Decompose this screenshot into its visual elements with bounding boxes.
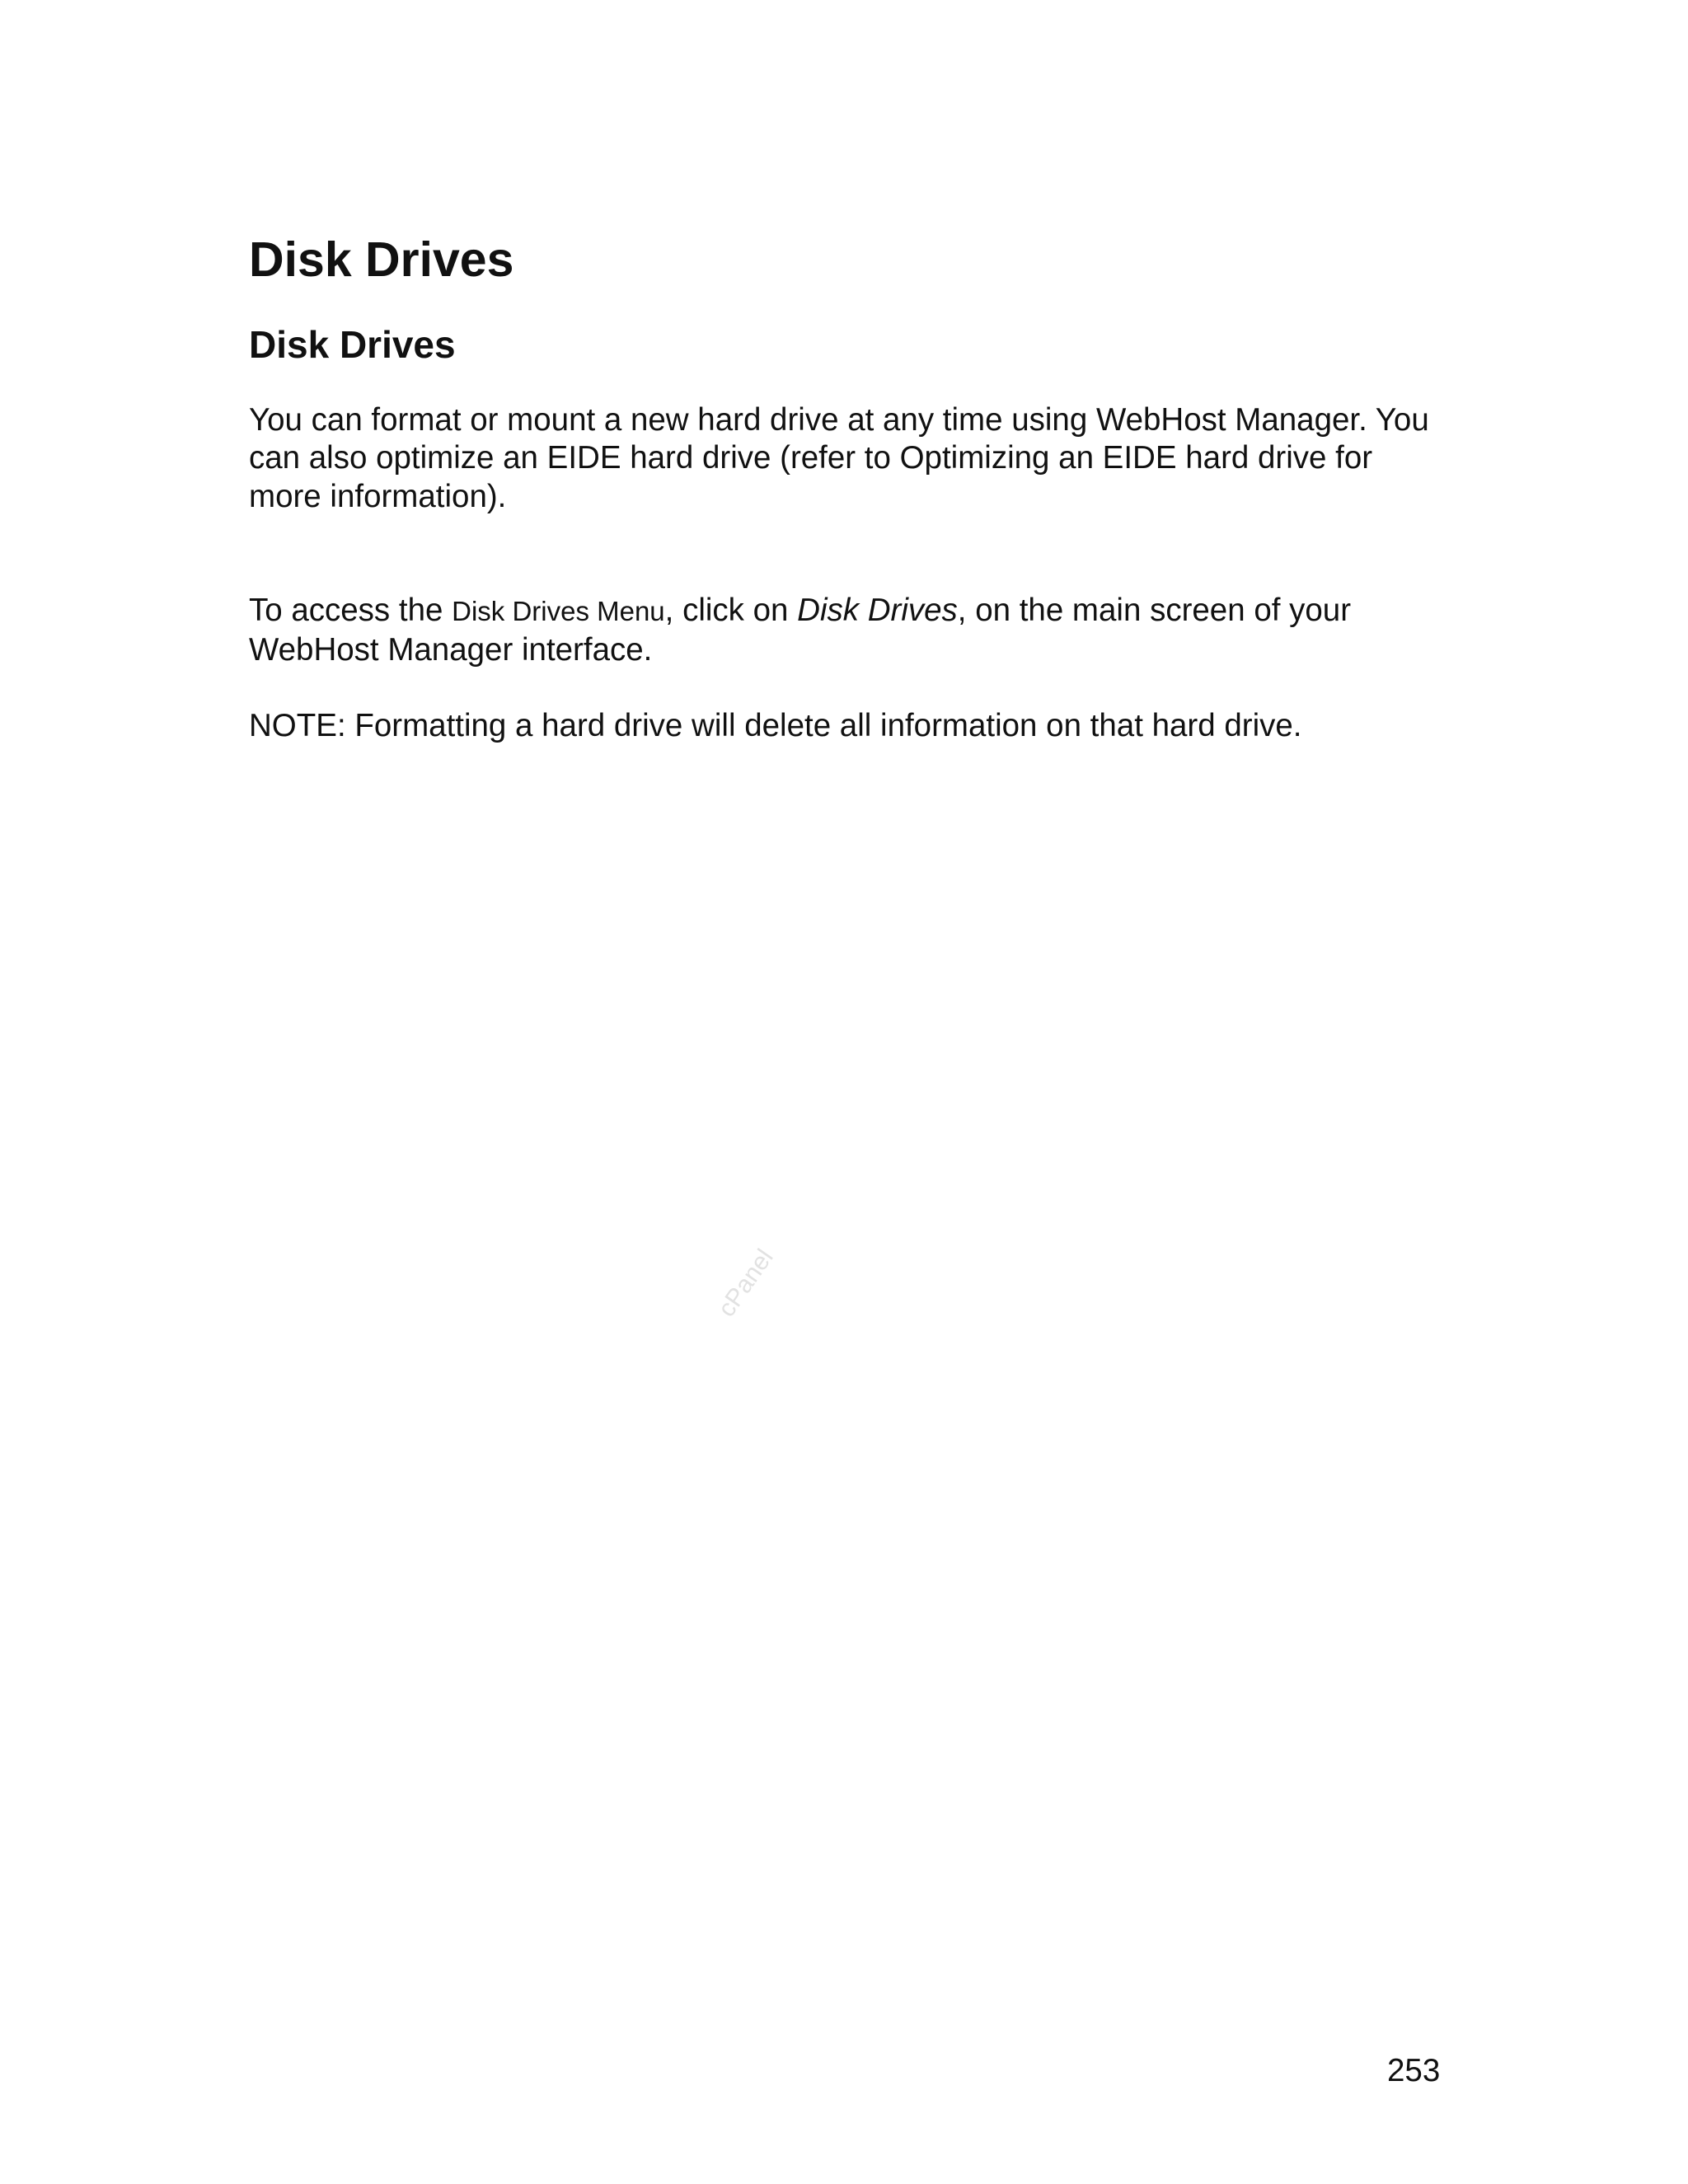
intro-paragraph: You can format or mount a new hard drive at any time using WebHost Manager. You can also optimize an EIDE hard drive (refer to Optimizing an EIDE hard drive for more information). <box>249 401 1429 514</box>
access-paragraph <box>249 592 1452 669</box>
menu-name: Disk Drives Menu <box>452 596 665 627</box>
page-number: 253 <box>1387 2053 1441 2088</box>
page-title: Disk Drives <box>249 232 514 287</box>
access-text-3: , on the main screen of your WebHost Manager interface. <box>249 593 1352 668</box>
watermark: cPanel <box>713 1244 779 1322</box>
access-text-2: , click on <box>664 593 798 629</box>
section-heading: Disk Drives <box>249 322 456 366</box>
note-paragraph: NOTE: Formatting a hard drive will delete all information on that hard drive. <box>249 708 1302 744</box>
page-content <box>249 231 1452 746</box>
disk-drives-link-text: Disk Drives <box>797 593 958 629</box>
access-text-1: To access the <box>249 593 452 629</box>
